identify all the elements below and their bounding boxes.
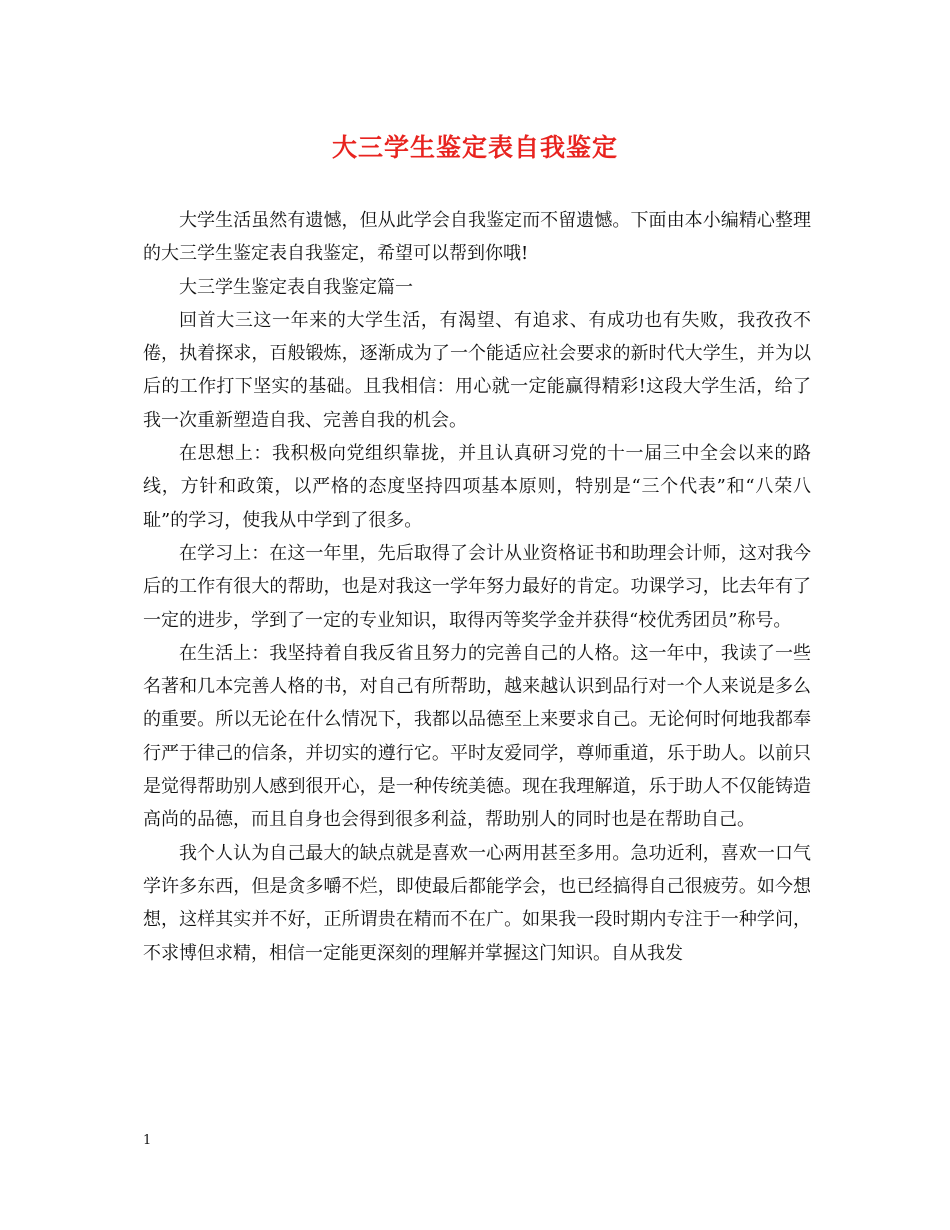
document-title: 大三学生鉴定表自我鉴定	[331, 133, 618, 162]
paragraph-section-heading: 大三学生鉴定表自我鉴定篇一	[179, 276, 413, 298]
paragraph-review: 回首大三这一年来的大学生活，有渴望、有追求、有成功也有失败，我孜孜不倦，执着探求，百般锻炼，逐渐成为了一个能适应社会要求的新时代大学生，并为以后的工作打下坚实的基础。且我相信：用心就一定能赢得精彩!这段大学生活，给了我一次重新塑造自我、完善自我的机会。	[143, 309, 811, 431]
paragraph-study: 在学习上：在这一年里，先后取得了会计从业资格证书和助理会计师，这对我今后的工作有很大的帮助，也是对我这一学年努力最好的肯定。功课学习，比去年有了一定的进步，学到了一定的专业知识，取得丙等奖学金并获得“校优秀团员”称号。	[143, 542, 811, 631]
document-body	[143, 204, 811, 970]
paragraph-thought: 在思想上：我积极向党组织靠拢，并且认真研习党的十一届三中全会以来的路线，方针和政策，以严格的态度坚持四项基本原则，特别是“三个代表”和“八荣八耻”的学习，使我从中学到了很多。	[143, 443, 811, 531]
paragraph-intro: 大学生活虽然有遗憾，但从此学会自我鉴定而不留遗憾。下面由本小编精心整理的大三学生鉴定表自我鉴定，希望可以帮到你哦!	[143, 210, 811, 265]
paragraph-shortcoming: 我个人认为自己最大的缺点就是喜欢一心两用甚至多用。急功近利，喜欢一口气学许多东西，但是贪多嚼不烂，即使最后都能学会，也已经搞得自己很疲劳。如今想想，这样其实并不好，正所谓贵在精而不在广。如果我一段时期内专注于一种学问，不求博但求精，相信一定能更深刻的理解并掌握这门知识。自从我发	[143, 842, 811, 964]
paragraph-life: 在生活上：我坚持着自我反省且努力的完善自己的人格。这一年中，我读了一些名著和几本完善人格的书，对自己有所帮助，越来越认识到品行对一个人来说是多么的重要。所以无论在什么情况下，我都以品德至上来要求自己。无论何时何地我都奉行严于律己的信条，并切实的遵行它。平时友爱同学，尊师重道，乐于助人。以前只是觉得帮助别人感到很开心，是一种传统美德。现在我理解道，乐于助人不仅能铸造高尚的品德，而且自身也会得到很多利益，帮助别人的同时也是在帮助自己。	[143, 642, 811, 831]
page-number: 1	[143, 1133, 152, 1148]
